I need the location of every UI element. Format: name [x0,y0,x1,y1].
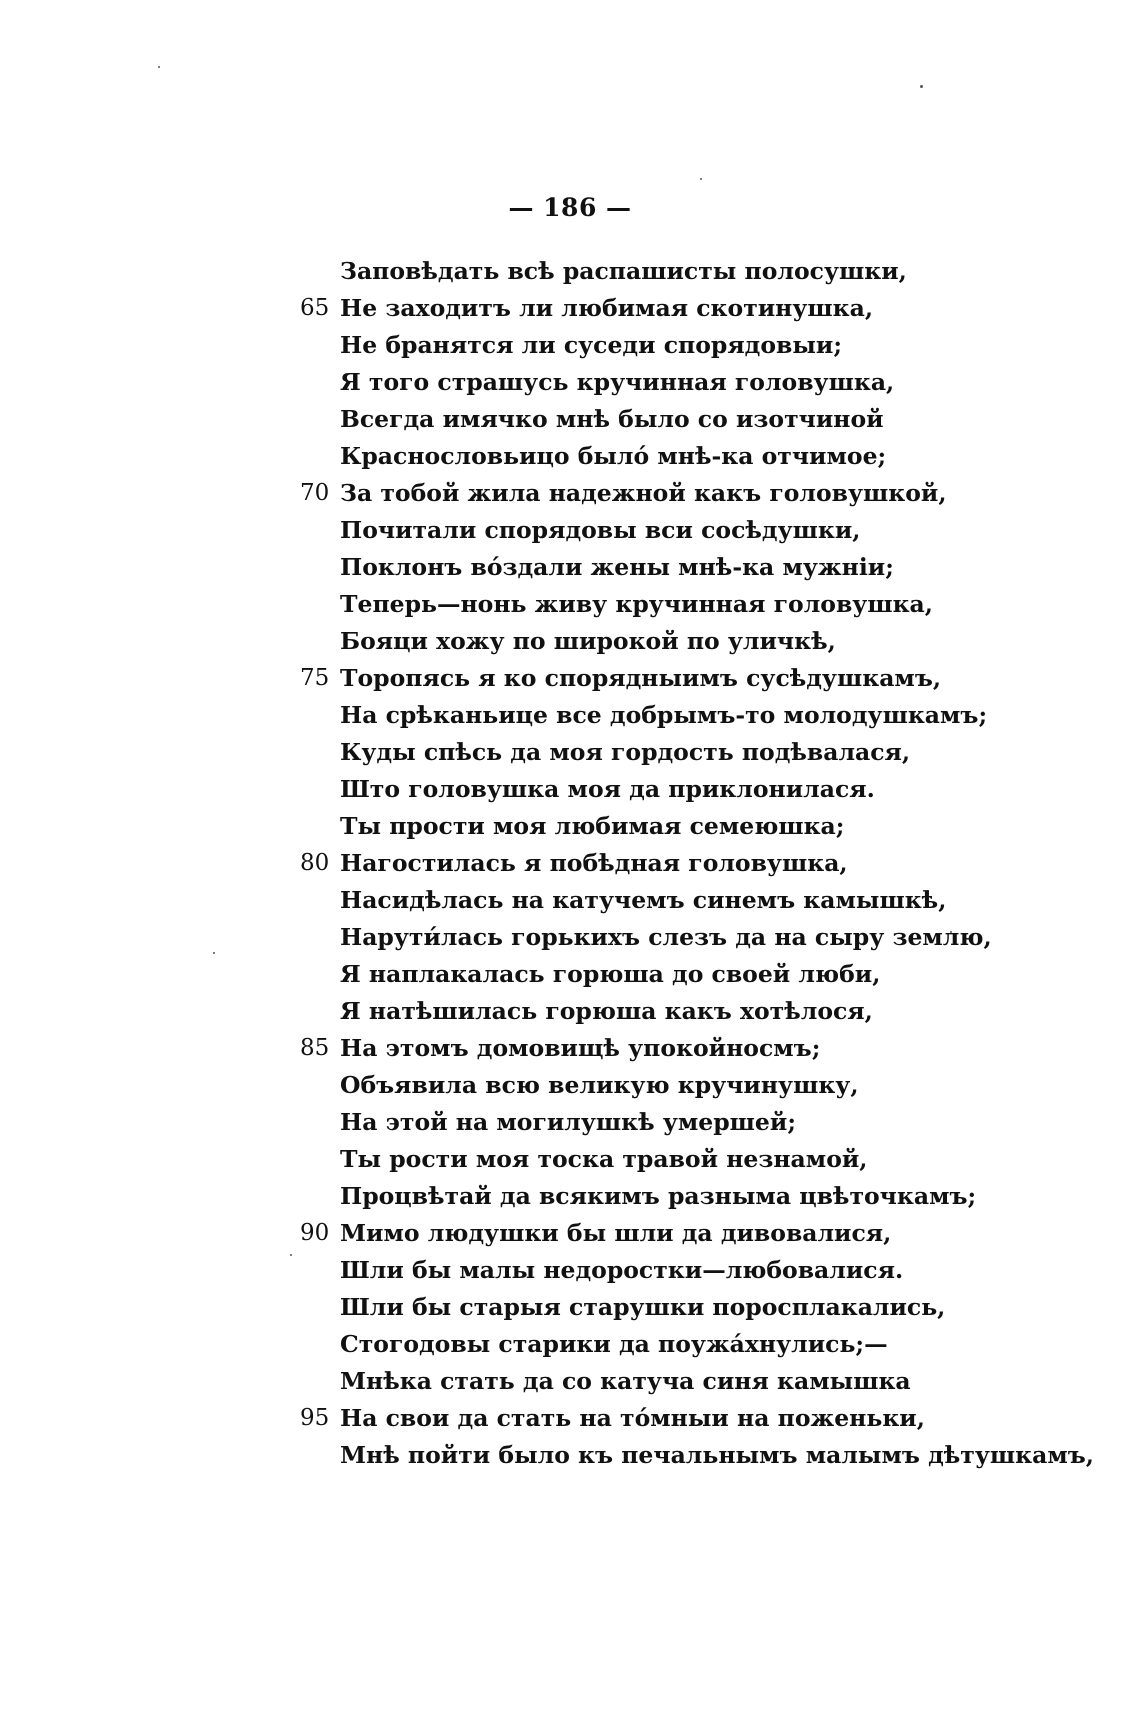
line-text: Бояци хожу по широкой по уличкѣ, [340,627,836,655]
line-text: Заповѣдать всѣ распашисты полосушки, [340,257,907,285]
line-number: 95 [300,1405,330,1431]
line-text: Мнѣка стать да со катуча синя камышка [340,1367,911,1395]
poem-line [290,1400,1110,1437]
line-text: Поклонъ во́здали жены мнѣ-ка мужніи; [340,553,894,581]
line-text: Объявила всю великую кручинушку, [340,1071,859,1099]
print-speck [920,85,923,88]
poem-line [290,1363,1110,1400]
poem-line [290,697,1110,734]
line-text: Стогодовы старики да поужа́хнулись;— [340,1330,888,1358]
poem-line [290,475,1110,512]
line-text: Не бранятся ли суседи спорядовыи; [340,331,843,359]
poem-line [290,771,1110,808]
line-number: 85 [300,1035,330,1061]
line-text: Я натѣшилась горюша какъ хотѣлося, [340,997,873,1025]
line-text: Шли бы старыя старушки поросплакались, [340,1293,946,1321]
poem-text [290,253,1110,1474]
line-text: Мимо людушки бы шли да дивовалися, [340,1219,892,1247]
poem-line [290,919,1110,956]
line-text: На этой на могилушкѣ умершей; [340,1108,796,1136]
poem-line [290,1067,1110,1104]
line-text: Насидѣлась на катучемъ синемъ камышкѣ, [340,886,947,914]
poem-line [290,586,1110,623]
line-text: Теперь—нонь живу кручинная головушка, [340,590,933,618]
line-text: Краснословьицо было́ мнѣ-ка отчимое; [340,442,887,470]
poem-line [290,364,1110,401]
poem-line [290,734,1110,771]
line-text: На свои да стать на то́мныи на поженьки, [340,1404,925,1432]
poem-line [290,1437,1110,1474]
poem-line [290,401,1110,438]
line-number: 65 [300,295,330,321]
poem-line [290,1252,1110,1289]
poem-line [290,956,1110,993]
poem-line [290,660,1110,697]
poem-line [290,290,1110,327]
line-text: Не заходитъ ли любимая скотинушка, [340,294,874,322]
poem-line [290,1030,1110,1067]
line-text: За тобой жила надежной какъ головушкой, [340,479,947,507]
line-number: 90 [300,1220,330,1246]
line-text: Я наплакалась горюша до своей люби, [340,960,881,988]
poem-line [290,993,1110,1030]
poem-line [290,438,1110,475]
line-text: Куды спѣсь да моя гордость подѣвалася, [340,738,911,766]
poem-line [290,845,1110,882]
line-text: Што головушка моя да приклонилася. [340,775,875,803]
poem-line [290,808,1110,845]
poem-line [290,1141,1110,1178]
line-number: 70 [300,480,330,506]
print-speck [213,952,215,954]
poem-line [290,1289,1110,1326]
line-number: 80 [300,850,330,876]
line-text: Почитали спорядовы вси сосѣдушки, [340,516,861,544]
poem-line [290,253,1110,290]
line-text: Нарути́лась горькихъ слезъ да на сыру землю, [340,923,992,951]
poem-line [290,882,1110,919]
line-text: Процвѣтай да всякимъ разныма цвѣточкамъ; [340,1182,977,1210]
line-text: Ты рости моя тоска травой незнамой, [340,1145,868,1173]
line-text: Ты прости моя любимая семеюшка; [340,812,845,840]
line-text: Мнѣ пойти было къ печальнымъ малымъ дѣтушкамъ, [340,1441,1094,1469]
page-number: — 186 — [508,193,632,222]
poem-line [290,1215,1110,1252]
line-text: На срѣканьице все добрымъ-то молодушкамъ; [340,701,988,729]
poem-line [290,1104,1110,1141]
line-text: Шли бы малы недоростки—любовалися. [340,1256,904,1284]
poem-line [290,1326,1110,1363]
poem-line [290,1178,1110,1215]
poem-line [290,623,1110,660]
line-text: Торопясь я ко спорядныимъ сусѣдушкамъ, [340,664,942,692]
poem-line [290,327,1110,364]
print-speck [158,66,160,68]
line-text: Нагостилась я побѣдная головушка, [340,849,848,877]
poem-line [290,512,1110,549]
line-number: 75 [300,665,330,691]
line-text: Я того страшусь кручинная головушка, [340,368,895,396]
poem-line [290,549,1110,586]
line-text: На этомъ домовищѣ упокойносмъ; [340,1034,821,1062]
print-speck [700,178,702,180]
line-text: Всегда имячко мнѣ было со изотчиной [340,405,884,433]
